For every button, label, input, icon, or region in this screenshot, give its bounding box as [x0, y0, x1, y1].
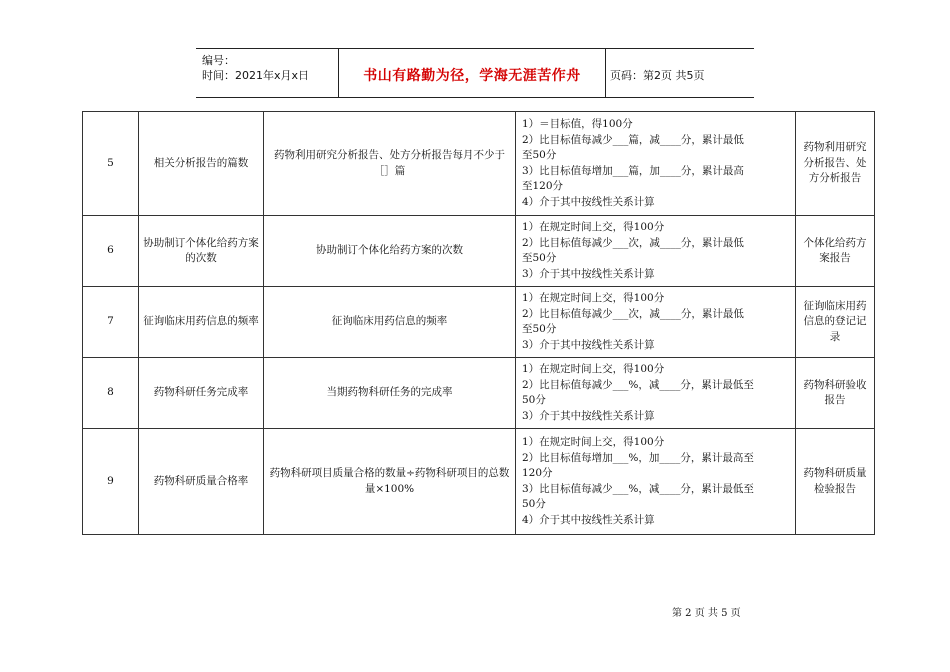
row-number: 7: [83, 287, 139, 358]
indicator-definition: 药物科研项目质量合格的数量÷药物科研项目的总数量×100%: [264, 429, 516, 535]
scoring-line: 3）介于其中按线性关系计算: [522, 267, 655, 280]
page-footer: 第 2 页 共 5 页: [672, 608, 741, 619]
scoring-line: 50分: [522, 498, 546, 510]
kpi-table: [82, 111, 875, 535]
scoring-line: 至120分: [522, 180, 564, 192]
table-row: [83, 112, 875, 216]
scoring-line: 3）比目标值每减少___%，减____分，累计最低至: [522, 482, 754, 495]
indicator-name: 相关分析报告的篇数: [139, 112, 264, 216]
scoring-rules: [516, 358, 796, 429]
indicator-definition: 药物利用研究分析报告、处方分析报告每月不少于［］篇: [264, 112, 516, 216]
scoring-line: 2）比目标值每增加___%，加____分，累计最高至: [522, 451, 754, 464]
scoring-rules: [516, 216, 796, 287]
scoring-line: 至50分: [522, 252, 557, 264]
row-number: 9: [83, 429, 139, 535]
header-page-label: 页码：第2页 共5页: [610, 69, 705, 82]
row-number: 5: [83, 112, 139, 216]
scoring-line: 1）在规定时间上交，得100分: [522, 221, 665, 233]
indicator-definition: 协助制订个体化给药方案的次数: [264, 216, 516, 287]
row-number: 8: [83, 358, 139, 429]
data-source: 征询临床用药信息的登记记录: [796, 287, 875, 358]
table-row: [83, 216, 875, 287]
scoring-line: 至50分: [522, 149, 557, 161]
indicator-definition: 当期药物科研任务的完成率: [264, 358, 516, 429]
document-number-label: 编号：: [202, 54, 235, 67]
data-source: 药物科研验收报告: [796, 358, 875, 429]
table-row: [83, 287, 875, 358]
header-motto: 书山有路勤为径，学海无涯苦作舟: [363, 68, 581, 84]
data-source: 药物利用研究分析报告、处方分析报告: [796, 112, 875, 216]
scoring-line: 4）介于其中按线性关系计算: [522, 513, 655, 526]
scoring-line: 至50分: [522, 323, 557, 335]
scoring-line: 50分: [522, 394, 546, 406]
indicator-name: 征询临床用药信息的频率: [139, 287, 264, 358]
scoring-line: 3）介于其中按线性关系计算: [522, 409, 655, 422]
scoring-line: 4）介于其中按线性关系计算: [522, 195, 655, 208]
header-page-cell: [604, 49, 754, 97]
scoring-line: 3）比目标值每增加___篇，加____分，累计最高: [522, 164, 744, 177]
indicator-definition: 征询临床用药信息的频率: [264, 287, 516, 358]
header-motto-cell: [338, 49, 606, 97]
indicator-name: 药物科研质量合格率: [139, 429, 264, 535]
document-time-label: 时间：2021年x月x日: [202, 69, 310, 82]
indicator-name: 药物科研任务完成率: [139, 358, 264, 429]
scoring-line: 2）比目标值每减少___次，减____分，累计最低: [522, 236, 744, 249]
scoring-rules: [516, 429, 796, 535]
scoring-line: 120分: [522, 467, 553, 479]
scoring-line: 1）＝目标值，得100分: [522, 118, 633, 130]
scoring-line: 2）比目标值每减少___篇，减____分，累计最低: [522, 133, 744, 146]
table-row: [83, 429, 875, 535]
scoring-line: 2）比目标值每减少___%，减____分，累计最低至: [522, 378, 754, 391]
page-header: [196, 48, 754, 98]
data-source: 药物科研质量检验报告: [796, 429, 875, 535]
scoring-rules: [516, 287, 796, 358]
scoring-line: 1）在规定时间上交，得100分: [522, 292, 665, 304]
table-row: [83, 358, 875, 429]
indicator-name: 协助制订个体化给药方案的次数: [139, 216, 264, 287]
scoring-line: 1）在规定时间上交，得100分: [522, 363, 665, 375]
data-source: 个体化给药方案报告: [796, 216, 875, 287]
row-number: 6: [83, 216, 139, 287]
scoring-line: 3）介于其中按线性关系计算: [522, 338, 655, 351]
header-meta-cell: [196, 49, 338, 97]
scoring-rules: [516, 112, 796, 216]
scoring-line: 1）在规定时间上交，得100分: [522, 436, 665, 448]
scoring-line: 2）比目标值每减少___次，减____分，累计最低: [522, 307, 744, 320]
